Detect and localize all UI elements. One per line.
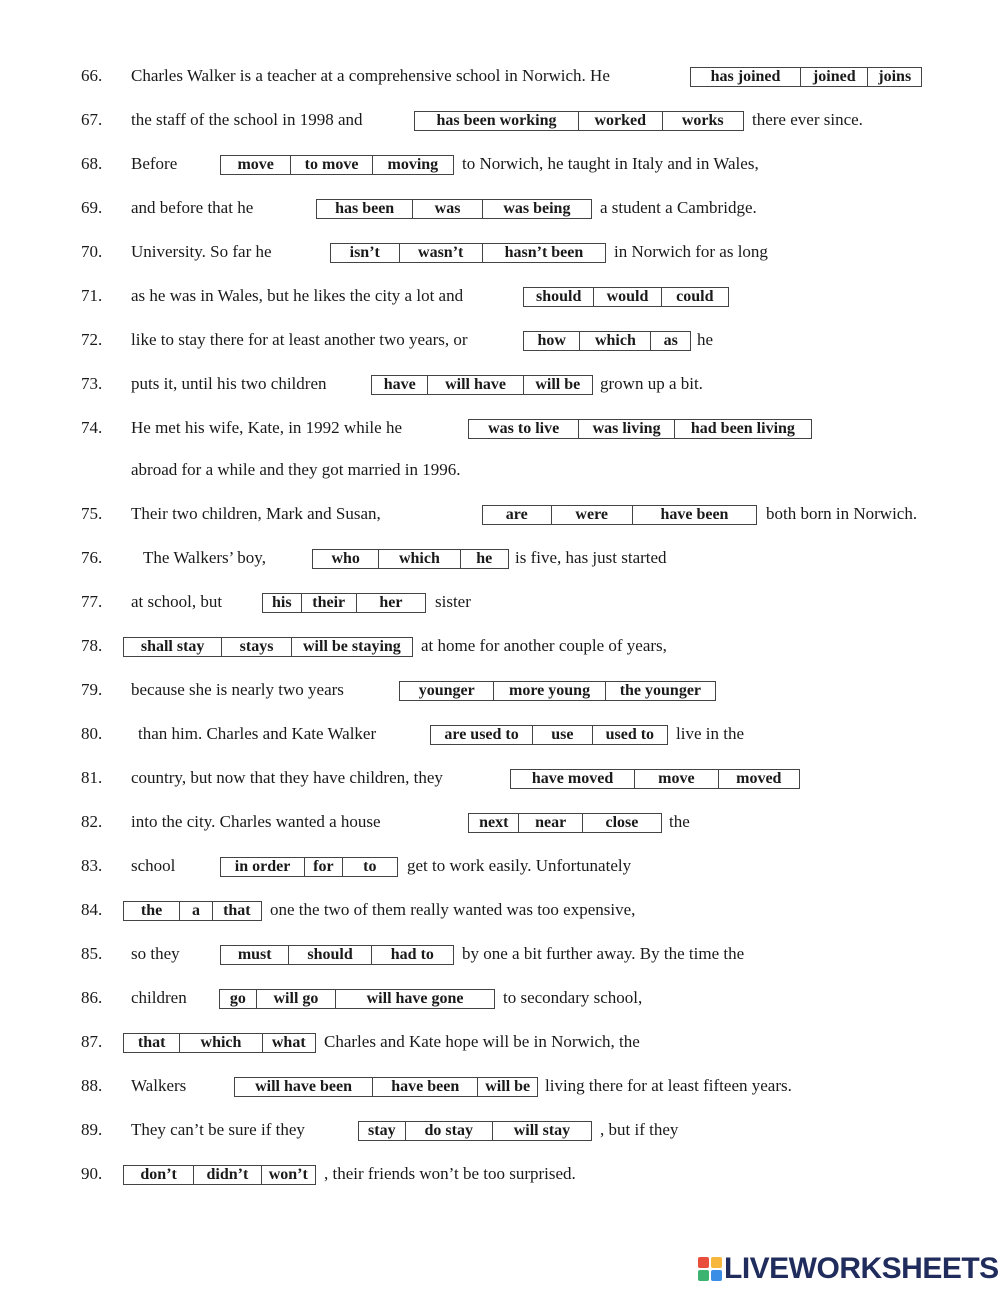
answer-option[interactable]: their: [301, 594, 356, 612]
answer-option[interactable]: have been: [632, 506, 756, 524]
answer-option[interactable]: how: [537, 332, 566, 349]
answer-option[interactable]: for: [304, 858, 342, 876]
answer-option[interactable]: could: [661, 288, 728, 306]
answer-choice-box[interactable]: [123, 1033, 316, 1053]
sentence-text: one the two of them really wanted was too expensive,: [270, 900, 636, 919]
answer-option[interactable]: stay: [368, 1122, 396, 1139]
answer-choice-box[interactable]: [123, 901, 262, 921]
sentence-text: the: [669, 812, 690, 831]
sentence-text: abroad for a while and they got married in 1996.: [131, 460, 461, 479]
exercise-line: [0, 372, 1000, 402]
sentence-text: grown up a bit.: [600, 374, 703, 393]
answer-option[interactable]: move: [634, 770, 717, 788]
answer-choice-box[interactable]: [690, 67, 922, 87]
answer-option[interactable]: which: [179, 1034, 261, 1052]
answer-option[interactable]: use: [532, 726, 592, 744]
item-number: 88.: [81, 1076, 103, 1095]
answer-choice-box[interactable]: [219, 989, 495, 1009]
sentence-text: he: [697, 330, 714, 349]
item-number: 66.: [81, 66, 103, 85]
answer-choice-box[interactable]: [312, 549, 509, 569]
exercise-line: [0, 986, 1000, 1016]
sentence-text: living there for at least fifteen years.: [545, 1076, 792, 1095]
answer-choice-box[interactable]: [399, 681, 716, 701]
sentence-text: like to stay there for at least another two years, or: [131, 330, 468, 349]
answer-option[interactable]: has joined: [710, 68, 781, 85]
answer-option[interactable]: the: [140, 902, 163, 919]
answer-option[interactable]: a: [179, 902, 212, 920]
answer-option[interactable]: will have: [427, 376, 522, 394]
answer-option[interactable]: don’t: [140, 1166, 177, 1183]
sentence-text: there ever since.: [752, 110, 863, 129]
sentence-text: University. So far he: [131, 242, 272, 261]
answer-option[interactable]: works: [662, 112, 744, 130]
liveworksheets-logo: [698, 1254, 999, 1284]
sentence-text: children: [131, 988, 187, 1007]
exercise-line: [0, 1030, 1000, 1060]
answer-option[interactable]: shall stay: [140, 638, 205, 655]
sentence-text: in Norwich for as long: [614, 242, 768, 261]
answer-option[interactable]: was being: [482, 200, 591, 218]
answer-option[interactable]: have moved: [531, 770, 614, 787]
item-number: 71.: [81, 286, 103, 305]
sentence-text: than him. Charles and Kate Walker: [138, 724, 377, 743]
item-number: 82.: [81, 812, 103, 831]
answer-option[interactable]: do stay: [405, 1122, 492, 1140]
answer-option[interactable]: isn’t: [349, 244, 380, 261]
sentence-text: Walkers: [131, 1076, 187, 1095]
item-number: 70.: [81, 242, 103, 261]
answer-option[interactable]: next: [479, 814, 509, 831]
liveworksheets-logo-icon: [698, 1257, 722, 1281]
answer-choice-box[interactable]: [330, 243, 606, 263]
sentence-text: puts it, until his two children: [131, 374, 327, 393]
answer-option[interactable]: should: [288, 946, 370, 964]
item-number: 83.: [81, 856, 103, 875]
exercise-line: [0, 458, 1000, 488]
answer-option[interactable]: near: [518, 814, 581, 832]
sentence-text: school: [131, 856, 176, 875]
exercise-line: [0, 196, 1000, 226]
answer-choice-box[interactable]: [371, 375, 593, 395]
answer-option[interactable]: stays: [221, 638, 291, 656]
exercise-line: [0, 502, 1000, 532]
answer-option[interactable]: that: [137, 1034, 166, 1051]
sentence-text: He met his wife, Kate, in 1992 while he: [131, 418, 402, 437]
answer-option[interactable]: younger: [418, 682, 475, 699]
sentence-text: Charles Walker is a teacher at a comprehensive school in Norwich. He: [131, 66, 610, 85]
answer-option[interactable]: have: [383, 376, 416, 393]
answer-choice-box[interactable]: [220, 155, 454, 175]
sentence-text: to secondary school,: [503, 988, 643, 1007]
exercise-line: [0, 328, 1000, 358]
exercise-line: [0, 898, 1000, 928]
exercise-line: [0, 284, 1000, 314]
sentence-text: is five, has just started: [515, 548, 667, 567]
answer-option[interactable]: will be: [523, 376, 592, 394]
sentence-text: country, but now that they have children, they: [131, 768, 443, 787]
answer-option[interactable]: the younger: [605, 682, 715, 700]
answer-option[interactable]: as: [650, 332, 690, 350]
sentence-text: to Norwich, he taught in Italy and in Wales,: [462, 154, 759, 173]
exercise-line: [0, 152, 1000, 182]
item-number: 72.: [81, 330, 103, 349]
item-number: 78.: [81, 636, 103, 655]
answer-option[interactable]: should: [535, 288, 582, 305]
answer-option[interactable]: were: [551, 506, 632, 524]
answer-option[interactable]: will stay: [492, 1122, 591, 1140]
answer-option[interactable]: move: [237, 156, 274, 173]
answer-option[interactable]: go: [229, 990, 246, 1007]
exercise-line: [0, 942, 1000, 972]
sentence-text: a student a Cambridge.: [600, 198, 757, 217]
answer-option[interactable]: was to live: [488, 420, 560, 437]
item-number: 79.: [81, 680, 103, 699]
exercise-line: [0, 634, 1000, 664]
logo-text: LIVEWORKSHEETS: [724, 1252, 999, 1285]
sentence-text: at home for another couple of years,: [421, 636, 667, 655]
answer-option[interactable]: have been: [372, 1078, 477, 1096]
answer-option[interactable]: hasn’t been: [482, 244, 605, 262]
answer-option[interactable]: will be: [477, 1078, 537, 1096]
sentence-text: They can’t be sure if they: [131, 1120, 305, 1139]
answer-option[interactable]: which: [378, 550, 459, 568]
answer-option[interactable]: will have been: [255, 1078, 352, 1095]
exercise-line: [0, 810, 1000, 840]
answer-choice-box[interactable]: [414, 111, 744, 131]
sentence-text: and before that he: [131, 198, 254, 217]
answer-option[interactable]: to move: [290, 156, 371, 174]
answer-choice-box[interactable]: [262, 593, 426, 613]
answer-choice-box[interactable]: [523, 331, 691, 351]
sentence-text: Their two children, Mark and Susan,: [131, 504, 381, 523]
answer-option[interactable]: which: [579, 332, 650, 350]
exercise-line: [0, 108, 1000, 138]
answer-option[interactable]: who: [331, 550, 360, 567]
sentence-text: , their friends won’t be too surprised.: [324, 1164, 576, 1183]
exercise-line: [0, 1162, 1000, 1192]
answer-choice-box[interactable]: [316, 199, 592, 219]
answer-option[interactable]: was: [412, 200, 482, 218]
answer-option[interactable]: won’t: [261, 1166, 315, 1184]
item-number: 73.: [81, 374, 103, 393]
exercise-line: [0, 590, 1000, 620]
answer-option[interactable]: he: [460, 550, 509, 568]
answer-choice-box[interactable]: [123, 637, 413, 657]
answer-choice-box[interactable]: [123, 1165, 316, 1185]
answer-option[interactable]: more young: [493, 682, 604, 700]
answer-option[interactable]: what: [262, 1034, 315, 1052]
answer-choice-box[interactable]: [523, 287, 729, 307]
exercise-line: [0, 416, 1000, 446]
item-number: 80.: [81, 724, 103, 743]
sentence-text: get to work easily. Unfortunately: [407, 856, 632, 875]
item-number: 87.: [81, 1032, 103, 1051]
exercise-line: [0, 678, 1000, 708]
item-number: 85.: [81, 944, 103, 963]
sentence-text: by one a bit further away. By the time the: [462, 944, 745, 963]
item-number: 69.: [81, 198, 103, 217]
answer-option[interactable]: are used to: [444, 726, 519, 743]
sentence-text: The Walkers’ boy,: [143, 548, 266, 567]
item-number: 74.: [81, 418, 103, 437]
item-number: 77.: [81, 592, 103, 611]
answer-option[interactable]: close: [582, 814, 661, 832]
item-number: 67.: [81, 110, 103, 129]
answer-option[interactable]: wasn’t: [399, 244, 482, 262]
item-number: 68.: [81, 154, 103, 173]
sentence-text: , but if they: [600, 1120, 679, 1139]
answer-choice-box[interactable]: [468, 813, 662, 833]
answer-option[interactable]: will have gone: [335, 990, 494, 1008]
answer-choice-box[interactable]: [220, 945, 454, 965]
answer-choice-box[interactable]: [358, 1121, 592, 1141]
answer-option[interactable]: that: [212, 902, 261, 920]
answer-option[interactable]: joins: [867, 68, 921, 86]
exercise-line: [0, 854, 1000, 884]
answer-option[interactable]: joined: [800, 68, 867, 86]
answer-option[interactable]: used to: [592, 726, 667, 744]
sentence-text: into the city. Charles wanted a house: [131, 812, 381, 831]
exercise-line: [0, 1074, 1000, 1104]
item-number: 86.: [81, 988, 103, 1007]
answer-option[interactable]: will be staying: [291, 638, 412, 656]
item-number: 84.: [81, 900, 103, 919]
exercise-line: [0, 64, 1000, 94]
sentence-text: Charles and Kate hope will be in Norwich, the: [324, 1032, 640, 1051]
item-number: 89.: [81, 1120, 103, 1139]
exercise-line: [0, 1118, 1000, 1148]
answer-choice-box[interactable]: [430, 725, 668, 745]
sentence-text: because she is nearly two years: [131, 680, 344, 699]
answer-option[interactable]: to: [342, 858, 397, 876]
answer-option[interactable]: worked: [578, 112, 662, 130]
exercise-line: [0, 766, 1000, 796]
answer-option[interactable]: has been: [335, 200, 395, 217]
answer-option[interactable]: would: [593, 288, 660, 306]
answer-choice-box[interactable]: [234, 1077, 538, 1097]
sentence-text: both born in Norwich.: [766, 504, 918, 523]
sentence-text: at school, but: [131, 592, 223, 611]
item-number: 76.: [81, 548, 103, 567]
sentence-text: so they: [131, 944, 180, 963]
answer-option[interactable]: in order: [234, 858, 291, 875]
answer-option[interactable]: has been working: [436, 112, 557, 129]
item-number: 81.: [81, 768, 103, 787]
answer-option[interactable]: are: [505, 506, 528, 523]
sentence-text: live in the: [676, 724, 744, 743]
answer-option[interactable]: was living: [578, 420, 673, 438]
sentence-text: sister: [435, 592, 471, 611]
sentence-text: as he was in Wales, but he likes the city a lot and: [131, 286, 464, 305]
sentence-text: Before: [131, 154, 178, 173]
answer-option[interactable]: moving: [372, 156, 453, 174]
answer-choice-box[interactable]: [510, 769, 800, 789]
exercise-line: [0, 722, 1000, 752]
item-number: 90.: [81, 1164, 103, 1183]
answer-choice-box[interactable]: [468, 419, 812, 439]
answer-option[interactable]: had to: [371, 946, 453, 964]
answer-option[interactable]: her: [356, 594, 425, 612]
answer-option[interactable]: didn’t: [193, 1166, 260, 1184]
answer-option[interactable]: must: [237, 946, 272, 963]
answer-choice-box[interactable]: [482, 505, 757, 525]
item-number: 75.: [81, 504, 103, 523]
answer-option[interactable]: his: [271, 594, 292, 611]
answer-option[interactable]: will go: [256, 990, 335, 1008]
answer-option[interactable]: moved: [718, 770, 799, 788]
answer-option[interactable]: had been living: [674, 420, 811, 438]
sentence-text: the staff of the school in 1998 and: [131, 110, 363, 129]
answer-choice-box[interactable]: [220, 857, 398, 877]
exercise-line: [0, 546, 1000, 576]
exercise-line: [0, 240, 1000, 270]
